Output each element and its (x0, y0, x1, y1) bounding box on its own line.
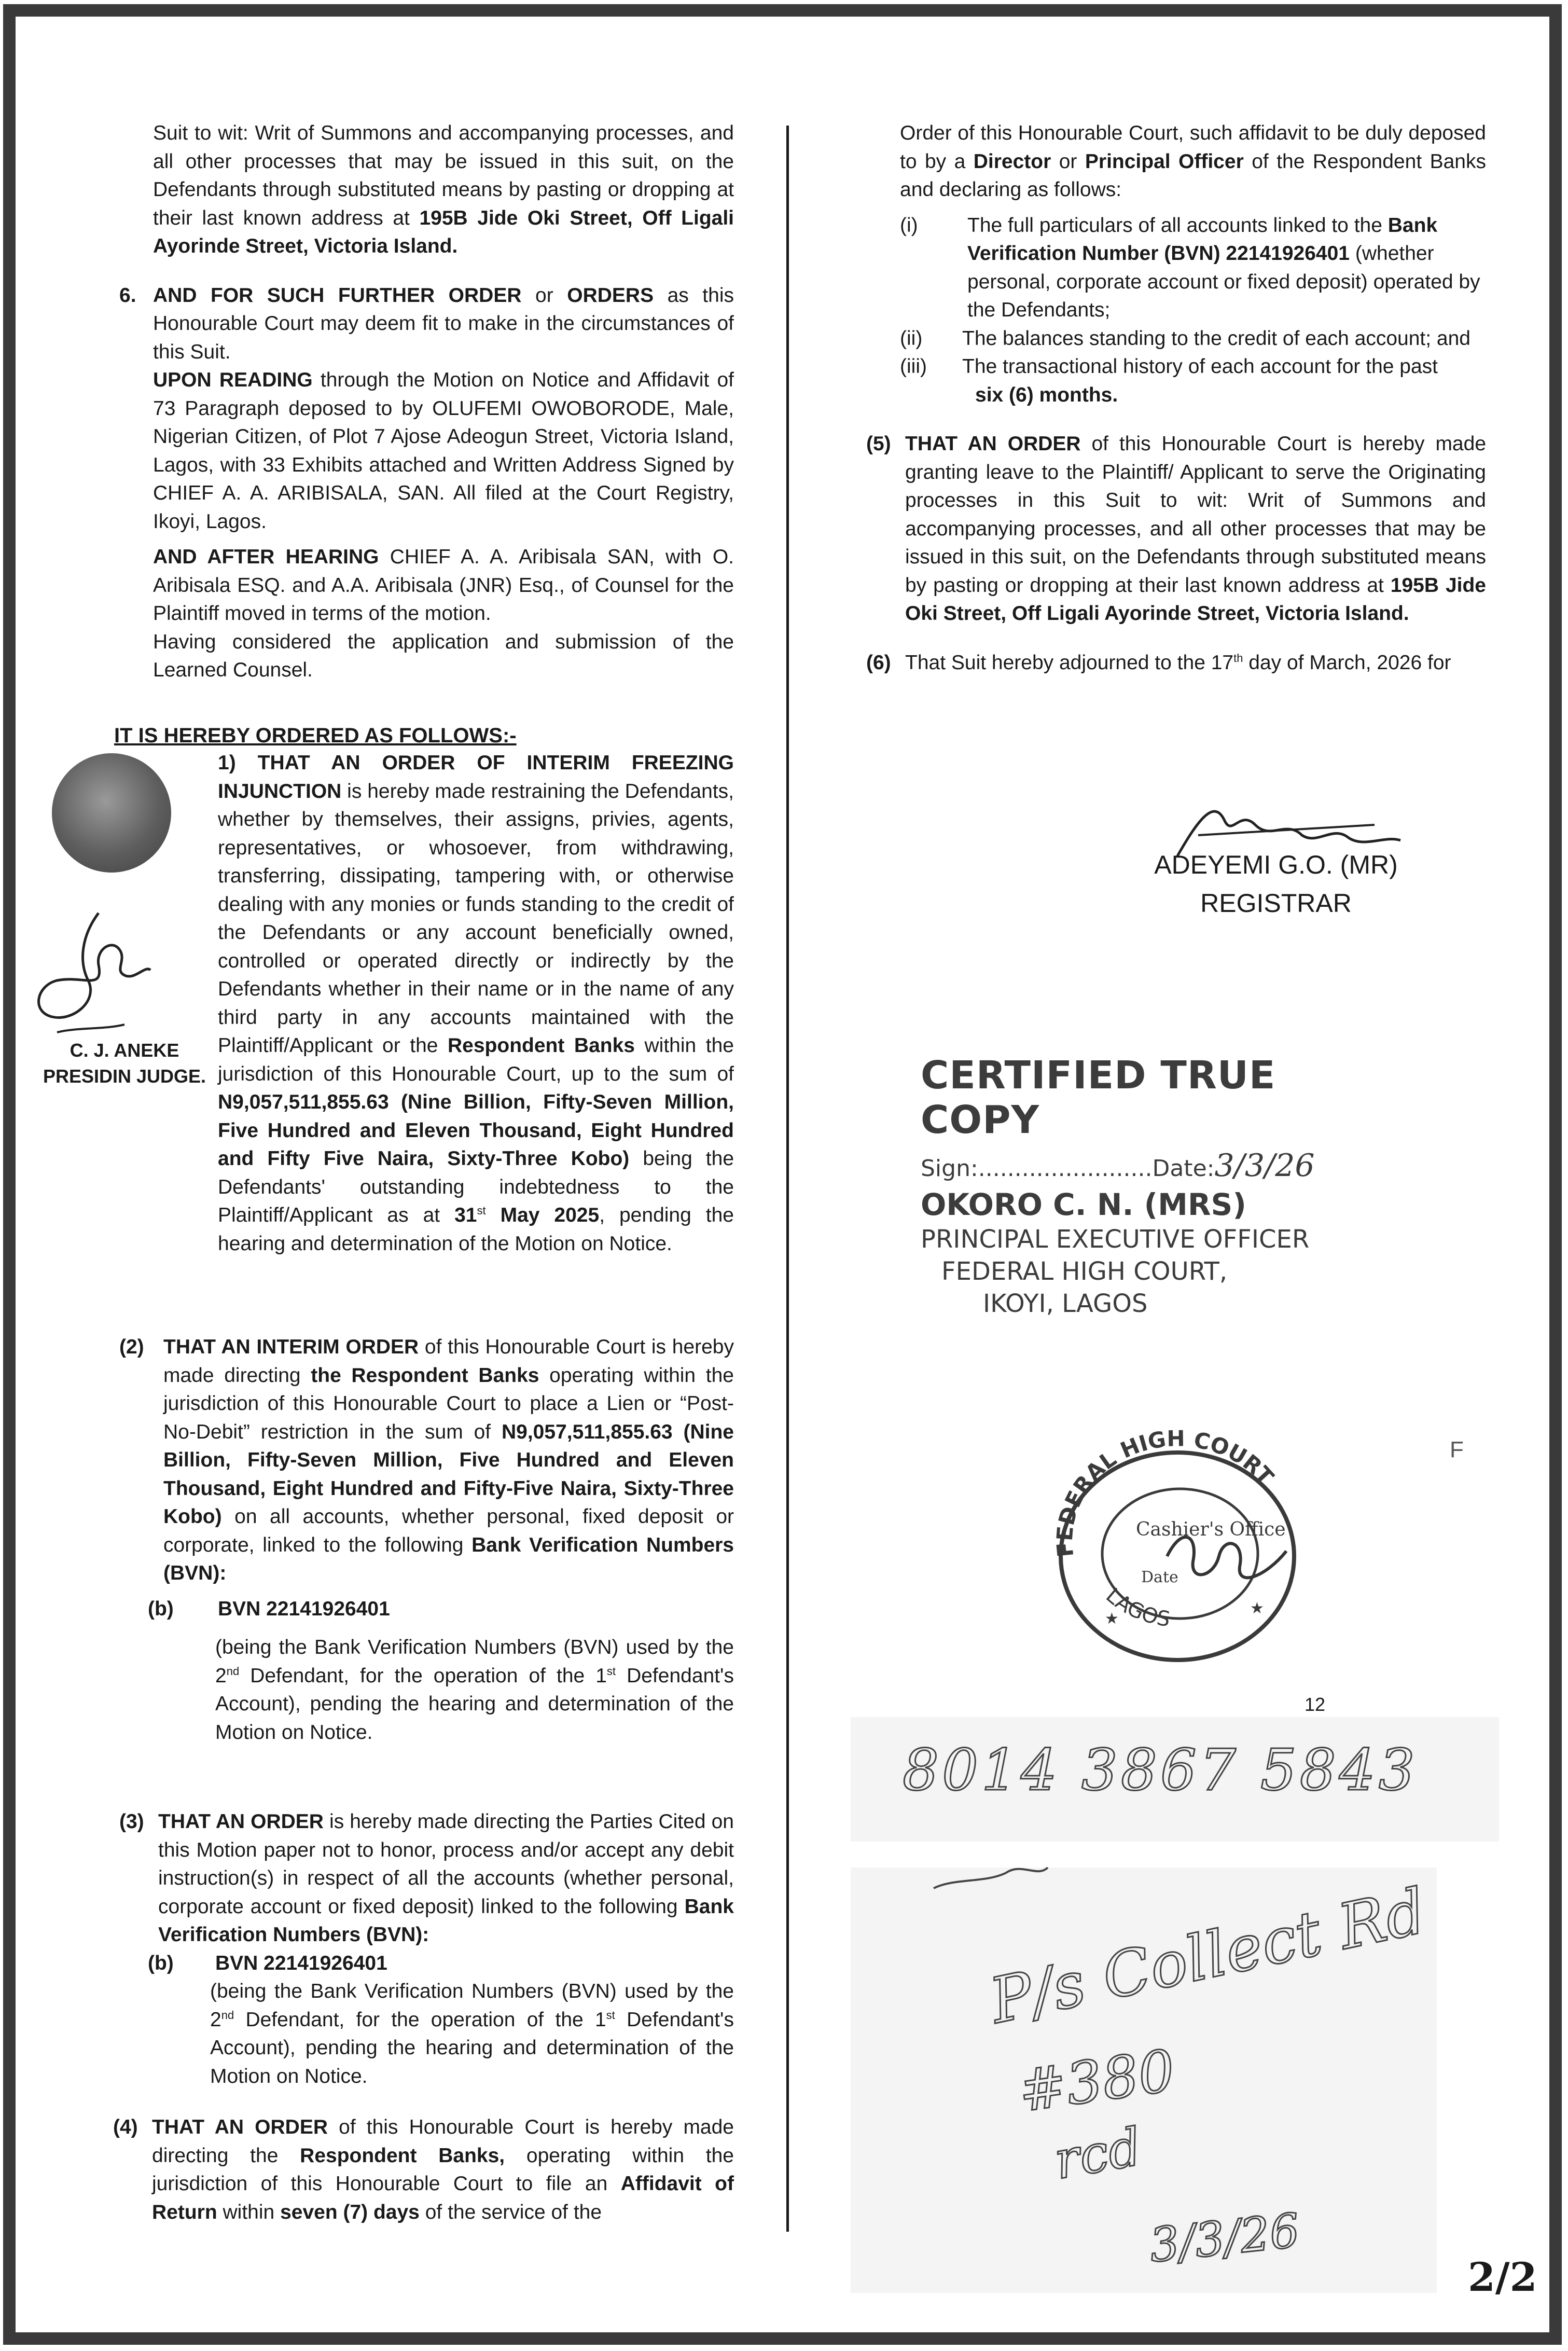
order-2: (2) THAT AN INTERIM ORDER of this Honourable Court is hereby made directing the Respondent Banks operating within the jurisdiction of this Honourable Court to place a Lien or “Post-No-Debit” restriction in the sum of N9,057,511,855.63 (Nine Billion, Fifty-Seven Million, Five Hundred and Eleven Thousand, Eight Hundred and Fifty-Five Naira, Sixty-Three Kobo) on all accounts, whether personal, fixed deposit or corporate, linked to the following Bank Verification Numbers (BVN): (119, 1336, 734, 1584)
upon-reading: UPON READING through the Motion on Notice and Affidavit of 73 Paragraph deposed to by OLUFEMI OWOBORODE, Male, Nigerian Citizen, of Plot 7 Ajose Adeogun Street, Victoria Island, Lagos, with 33 Exhibits attached and Written Address Signed by CHIEF A. A. ARIBISALA, SAN. All filed at the Court Registry, Ikoyi, Lagos. (153, 369, 734, 533)
svg-text:★: ★ (1105, 1610, 1119, 1627)
order-2-bvn-note: (being the Bank Verification Numbers (BVN) used by the 2nd Defendant, for the operation of the 1st Defendant's Account), pending the hearing and determination of the Motion on Notice. (215, 1636, 734, 1744)
stamp-line-3: IKOYI, LAGOS (983, 1289, 1148, 1318)
registrar-block (1120, 846, 1432, 922)
judge-title: PRESIDIN JUDGE. (43, 1066, 206, 1087)
order-5: (5) THAT AN ORDER of this Honourable Court is hereby made granting leave to the Plaintiff/ Applicant to serve the Originating processes in this Suit to wit: Writ of Summons and accompanying processes, and all other processes that may be issued in this suit, on the Defendants through substituted means by pasting or dropping at their last known address at 195B Jide Oki Street, Off Ligali Ayorinde Street, Victoria Island. (866, 433, 1487, 625)
note-line-4: 3/3/26 (1147, 2203, 1302, 2273)
stamp-heading: CERTIFIED TRUE COPY (921, 1053, 1276, 1142)
judge-signature (21, 903, 166, 1043)
registrar-title: REGISTRAR (1200, 889, 1352, 918)
having-considered: Having considered the application and submission of the Learned Counsel. (153, 630, 734, 681)
order-3-bvn: (b) BVN 22141926401 (148, 1952, 387, 1974)
stamp-line-2: FEDERAL HIGH COURT, (941, 1257, 1228, 1286)
order-3-bvn-note: (being the Bank Verification Numbers (BVN) used by the 2nd Defendant, for the operation of the 1st Defendant's Account), pending the hearing and determination of the Motion on Notice. (210, 1980, 734, 2087)
certified-copy-stamp (921, 1053, 1336, 1319)
stamp-office: Cashier's Office (1136, 1519, 1286, 1540)
court-seal (52, 753, 171, 873)
stamp-sign-line: Sign:........................Date:3/3/26 (921, 1147, 1315, 1184)
note-line-1: P/s Collect Rd (984, 1875, 1432, 2038)
after-hearing: AND AFTER HEARING CHIEF A. A. Aribisala SAN, with O. Aribisala ESQ. and A.A. Aribisala (JNR) Esq., of Counsel for the Plaintiff moved in terms of the motion. (153, 546, 734, 625)
judge-block (26, 1038, 223, 1089)
item-6: 6. AND FOR SUCH FURTHER ORDER or ORDERS as this Honourable Court may deem fit to make in the circumstances of this Suit. (119, 284, 734, 363)
handwritten-note (851, 1857, 1432, 2288)
left-column-lower (113, 1333, 734, 2226)
sub-item-i: (i) The full particulars of all accounts linked to the Bank Verification Number (BVN) 22141926401 (whether personal, corporate account or fixed deposit) operated by the Defendants; (900, 214, 1480, 321)
stamp-date-label: Date (1141, 1568, 1178, 1586)
order-1: 1) THAT AN ORDER OF INTERIM FREEZING INJUNCTION is hereby made restraining the Defendants, whether by themselves, their assigns, privies, agents, representatives, or whosoever, from withdrawing, transferring, dissipating, tampering with, or otherwise dealing with any monies or funds standing to the credit of the Defendants or any account beneficially owned, controlled or operated directly or indirectly by the Defendants whether in their name or in the name of any third party in any accounts maintained with the Plaintiff/Applicant or the Respondent Banks within the jurisdiction of this Honourable Court, up to the sum of N9,057,511,855.63 (Nine Billion, Fifty-Seven Million, Five Hundred and Eleven Thousand, Eight Hundred and Fifty Five Naira, Sixty-Three Kobo) being the Defendants' outstanding indebtedness to the Plaintiff/Applicant as at 31st May 2025, pending the hearing and determination of the Motion on Notice. (218, 752, 734, 1255)
svg-text:★: ★ (1250, 1600, 1264, 1617)
note-line-2: #380 (1014, 2037, 1179, 2125)
page-marker: 2/2 (1468, 2254, 1537, 2300)
sub-item-iii-period: six (6) months. (975, 383, 1118, 406)
right-column (866, 119, 1487, 677)
page-number: 12 (1305, 1694, 1326, 1715)
stamp-line-1: PRINCIPAL EXECUTIVE OFFICER (921, 1225, 1310, 1254)
svg-text:8014 3867 5843: 8014 3867 5843 (903, 1737, 1418, 1803)
stamp-court-name: FEDERAL HIGH COURT (1051, 1426, 1279, 1558)
handwritten-phone (892, 1733, 1489, 1805)
ordered-heading: IT IS HEREBY ORDERED AS FOLLOWS:- (114, 724, 517, 747)
registrar-name: ADEYEMI G.O. (MR) (1154, 850, 1398, 879)
stamp-location: LAGOS (1101, 1583, 1172, 1632)
order-6: (6) That Suit hereby adjourned to the 17th day of March, 2026 for (866, 651, 1451, 674)
order-3: (3) THAT AN ORDER is hereby made directing the Parties Cited on this Motion paper not to honor, process and/or accept any debit instruction(s) in respect of all the accounts (whether personal, corporate account or fixed deposit) linked to the following Bank Verification Numbers (BVN): (119, 1810, 734, 1946)
sub-item-iii: (iii) The transactional history of each account for the past (900, 355, 1438, 378)
column-divider (786, 126, 789, 2232)
sub-item-ii: (ii) The balances standing to the credit of each account; and (900, 327, 1470, 350)
judge-name: C. J. ANEKE (70, 1040, 179, 1061)
court-cashier-stamp (1043, 1421, 1343, 1681)
intro-paragraph: Suit to wit: Writ of Summons and accompanying processes, and all other processes that may be issued in this suit, on the Defendants through substituted means by pasting or dropping at their last known address at 195B Jide Oki Street, Off Ligali Ayorinde Street, Victoria Island. (153, 122, 734, 257)
order-4-continued: Order of this Honourable Court, such affidavit to be duly deposed to by a Director or Principal Officer of the Respondent Banks and declaring as follows: (900, 122, 1486, 201)
order-2-bvn: (b) BVN 22141926401 (148, 1597, 390, 1620)
note-line-3: rcd (1049, 2116, 1146, 2191)
side-mark: F (1450, 1437, 1464, 1462)
order-4: (4) THAT AN ORDER of this Honourable Court is hereby made directing the Respondent Banks, operating within the jurisdiction of this Honourable Court to file an Affidavit of Return within seven (7) days of the service of the (113, 2116, 734, 2223)
left-column (119, 119, 734, 685)
stamp-officer: OKORO C. N. (MRS) (921, 1187, 1246, 1222)
